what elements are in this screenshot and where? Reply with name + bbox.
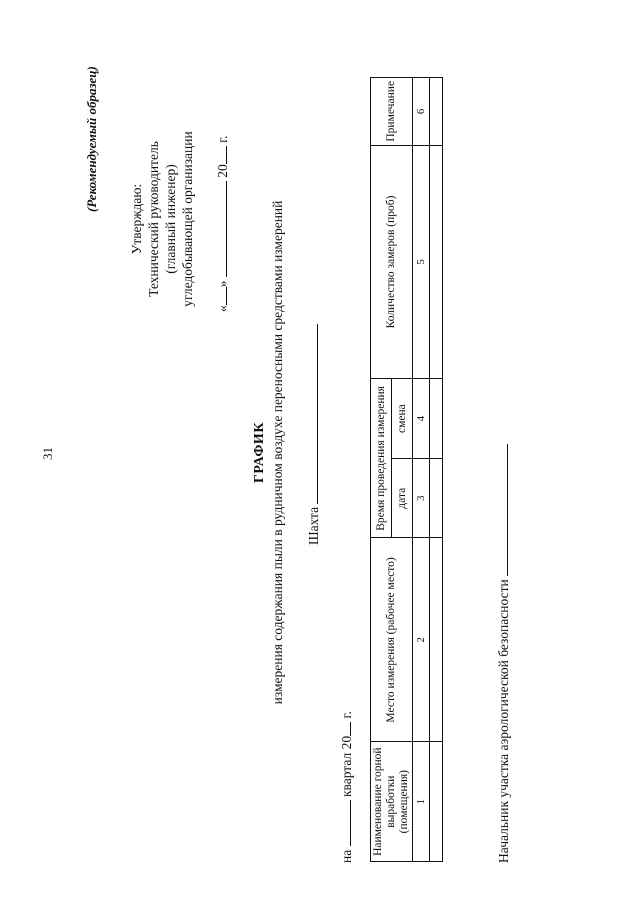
- table-cell: [430, 458, 443, 538]
- column-number: 2: [413, 538, 430, 742]
- approval-block: [128, 32, 231, 312]
- approve-line-1: Утверждаю:: [129, 183, 144, 255]
- signature-blank: [495, 444, 508, 576]
- col-header-time: Время проведения измерения: [371, 379, 392, 538]
- table-cell: [430, 538, 443, 742]
- date-year-suffix: г.: [215, 135, 230, 143]
- approve-line-4: угледобывающей организации: [180, 131, 195, 307]
- day-blank: [214, 287, 227, 305]
- col-header-workings: Наименование горной выработки (помещения): [371, 742, 413, 862]
- column-number: 3: [413, 458, 430, 538]
- column-number: 4: [413, 379, 430, 459]
- mine-blank: [305, 324, 318, 504]
- schedule-table: [370, 77, 443, 862]
- page-number: 31: [40, 447, 55, 460]
- table-cell: [430, 742, 443, 862]
- quarter-year-blank: [338, 722, 351, 736]
- column-number: 5: [413, 145, 430, 379]
- document-title: ГРАФИК: [252, 422, 267, 483]
- col-header-count: Количество замеров (проб): [371, 145, 413, 379]
- table-cell: [430, 78, 443, 146]
- column-number: 6: [413, 78, 430, 146]
- quarter-suffix: г.: [339, 711, 354, 719]
- col-header-shift: смена: [392, 379, 413, 459]
- table-cell: [430, 145, 443, 379]
- year-blank: [214, 146, 227, 164]
- table-row: [430, 78, 443, 862]
- approve-line-2: Технический руководитель: [146, 141, 161, 297]
- table-row-numbers: [413, 78, 430, 862]
- document-subtitle: измерения содержания пыли в рудничном воздухе переносными средствами измерений: [270, 200, 285, 705]
- date-open-quote: «: [215, 305, 230, 312]
- column-number: 1: [413, 742, 430, 862]
- quarter-label: квартал 20: [339, 735, 354, 798]
- table-header-row: [371, 78, 392, 862]
- col-header-place: Место измерения (рабочее место): [371, 538, 413, 742]
- col-header-date: дата: [392, 458, 413, 538]
- recommended-sample-note: (Рекомендуемый образец): [84, 66, 99, 212]
- signature-field: [495, 444, 512, 863]
- mine-field: [305, 324, 322, 545]
- col-header-note: Примечание: [371, 78, 413, 146]
- mine-label: Шахта: [306, 506, 321, 545]
- date-close-quote: »: [215, 280, 230, 288]
- approve-line-3: (главный инженер): [163, 164, 178, 274]
- date-year-prefix: 20: [215, 164, 230, 178]
- table-cell: [430, 379, 443, 459]
- month-blank: [214, 181, 227, 277]
- signature-label: Начальник участка аэрологической безопасности: [496, 579, 511, 863]
- quarter-field: [338, 711, 355, 863]
- approval-date-line: [214, 32, 231, 312]
- quarter-prefix: на: [339, 849, 354, 863]
- quarter-blank: [338, 800, 351, 846]
